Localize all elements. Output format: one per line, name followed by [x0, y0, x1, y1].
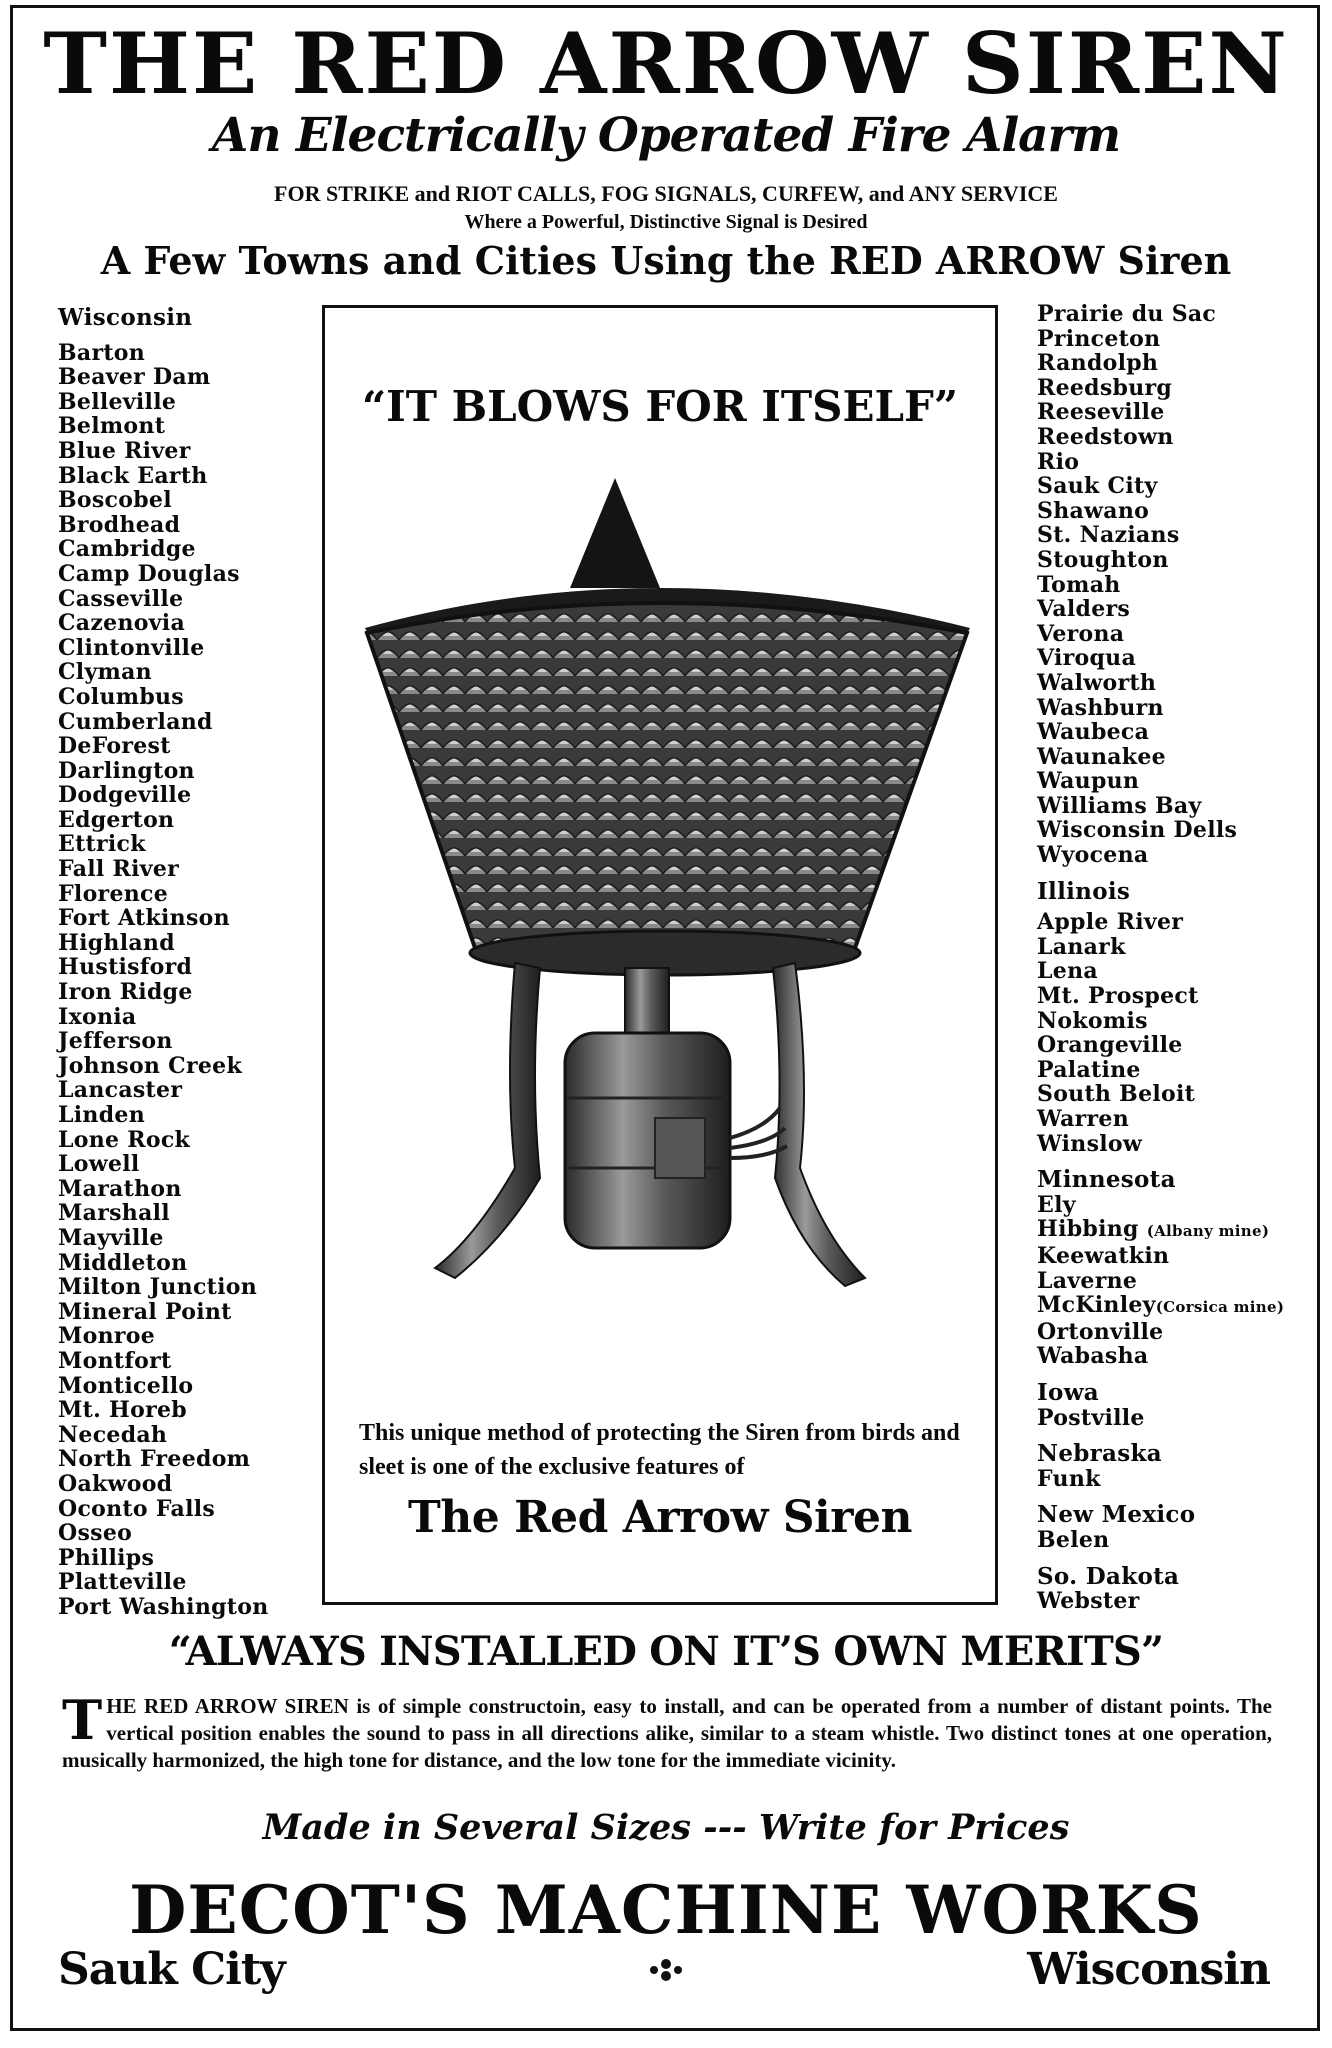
- town-reedstown: Reedstown: [1037, 423, 1174, 450]
- town-laverne: Laverne: [1037, 1267, 1138, 1294]
- town-princeton: Princeton: [1037, 325, 1161, 352]
- company-state: Wisconsin: [1027, 1944, 1270, 1995]
- town-funk: Funk: [1037, 1465, 1101, 1492]
- town-postville: Postville: [1037, 1404, 1145, 1431]
- town-beaver-dam: Beaver Dam: [58, 364, 211, 391]
- town-phillips: Phillips: [58, 1544, 155, 1571]
- town-wyocena: Wyocena: [1037, 842, 1149, 869]
- fleuron-ornament-icon: [646, 1958, 686, 1982]
- town-ixonia: Ixonia: [58, 1003, 137, 1030]
- town-deforest: DeForest: [58, 733, 171, 760]
- town-nokomis: Nokomis: [1037, 1007, 1148, 1034]
- illinois-towns: [1037, 910, 1284, 1156]
- town-palatine: Palatine: [1037, 1056, 1141, 1083]
- town-lone-rock: Lone Rock: [58, 1126, 191, 1153]
- company-name: DECOT'S MACHINE WORKS: [129, 1871, 1203, 1949]
- town-mt-prospect: Mt. Prospect: [1037, 983, 1199, 1010]
- town-brodhead: Brodhead: [58, 511, 181, 538]
- town-waupun: Waupun: [1037, 768, 1140, 795]
- panel-brand: The Red Arrow Siren: [408, 1492, 912, 1543]
- town-warren: Warren: [1037, 1106, 1130, 1132]
- town-wabasha: Wabasha: [1037, 1343, 1149, 1370]
- town-marathon: Marathon: [58, 1175, 182, 1202]
- town-walworth: Walworth: [1037, 669, 1157, 696]
- town-south-beloit: South Beloit: [1037, 1081, 1196, 1108]
- town-darlington: Darlington: [58, 757, 195, 784]
- siren-illustration: [355, 478, 975, 1358]
- town-hustisford: Hustisford: [58, 954, 193, 981]
- town-tomah: Tomah: [1037, 571, 1121, 598]
- town-st-nazians: St. Nazians: [1037, 522, 1180, 549]
- town-lanark: Lanark: [1037, 933, 1126, 960]
- ad-title: THE RED ARROW SIREN: [43, 14, 1289, 113]
- right-town-list: [1037, 302, 1284, 1614]
- town-lena: Lena: [1037, 958, 1098, 985]
- town-hibbing: [1037, 1217, 1284, 1244]
- drop-cap: T: [62, 1688, 103, 1752]
- town-viroqua: Viroqua: [1037, 645, 1137, 672]
- town-sauk-city: Sauk City: [1037, 473, 1158, 500]
- town-boscobel: Boscobel: [58, 487, 172, 514]
- town-necedah: Necedah: [58, 1421, 168, 1448]
- town-barton: Barton: [58, 339, 146, 366]
- town-hibbing-note: (Albany mine): [1146, 1222, 1270, 1241]
- town-black-earth: Black Earth: [58, 462, 208, 489]
- town-cumberland: Cumberland: [58, 708, 213, 735]
- description-paragraph: [62, 1688, 1272, 1774]
- panel-caption: This unique method of protecting the Siren from birds and sleet is one of the exclusive features of: [359, 1420, 960, 1480]
- town-osseo: Osseo: [58, 1520, 133, 1547]
- town-linden: Linden: [58, 1102, 145, 1128]
- sizes-line: Made in Several Sizes --- Write for Prices: [262, 1807, 1070, 1848]
- town-highland: Highland: [58, 929, 175, 956]
- siren-hood: [367, 603, 967, 963]
- description-text: HE RED ARROW SIREN is of simple constructoin, easy to install, and can be operated from a number of distant points. The vertical position enables the sound to pass in all directions alike, similar to a steam whistle. Two distinct tones at one operation, musically harmonized, the high tone for distance, and the low tone for the immediate vicinity.: [62, 1694, 1272, 1772]
- state-heading-iowa: Iowa: [1037, 1378, 1100, 1406]
- town-clyman: Clyman: [58, 659, 152, 686]
- town-belleville: Belleville: [58, 388, 177, 415]
- town-montfort: Montfort: [58, 1347, 172, 1374]
- town-oakwood: Oakwood: [58, 1470, 173, 1497]
- town-webster: Webster: [1037, 1588, 1140, 1615]
- town-ettrick: Ettrick: [58, 831, 146, 858]
- uses-line-2: Where a Powerful, Distinctive Signal is Desired: [464, 211, 868, 233]
- town-johnson-creek: Johnson Creek: [58, 1052, 243, 1079]
- town-lowell: Lowell: [58, 1151, 140, 1178]
- town-valders: Valders: [1037, 596, 1131, 623]
- state-heading-new-mexico: New Mexico: [1037, 1501, 1196, 1529]
- town-stoughton: Stoughton: [1037, 546, 1169, 573]
- town-port-washington: Port Washington: [58, 1593, 269, 1620]
- company-city: Sauk City: [58, 1944, 285, 1995]
- town-marshall: Marshall: [58, 1200, 170, 1227]
- town-mckinley-note: (Corsica mine): [1155, 1298, 1285, 1317]
- town-lancaster: Lancaster: [58, 1077, 183, 1104]
- town-edgerton: Edgerton: [58, 806, 175, 833]
- town-middleton: Middleton: [58, 1249, 188, 1276]
- town-columbus: Columbus: [58, 683, 184, 710]
- town-shawano: Shawano: [1037, 497, 1150, 524]
- town-belmont: Belmont: [58, 413, 166, 440]
- town-apple-river: Apple River: [1037, 909, 1184, 936]
- town-fall-river: Fall River: [58, 856, 180, 883]
- town-mt-horeb: Mt. Horeb: [58, 1397, 187, 1424]
- town-fort-atkinson: Fort Atkinson: [58, 905, 230, 932]
- town-florence: Florence: [58, 880, 169, 907]
- town-clintonville: Clintonville: [58, 634, 205, 661]
- town-monticello: Monticello: [58, 1372, 194, 1399]
- merits-heading: “ALWAYS INSTALLED ON IT’S OWN MERITS”: [168, 1628, 1164, 1675]
- siren-leg-right: [773, 963, 865, 1286]
- uses-block: [0, 180, 1332, 236]
- town-casseville: Casseville: [58, 585, 184, 612]
- town-reedsburg: Reedsburg: [1037, 374, 1173, 401]
- town-mayville: Mayville: [58, 1224, 164, 1251]
- left-town-list: [58, 306, 269, 1619]
- town-jefferson: Jefferson: [58, 1028, 173, 1055]
- town-waunakee: Waunakee: [1037, 743, 1166, 770]
- town-mineral-point: Mineral Point: [58, 1298, 232, 1325]
- wisconsin-continued: [1037, 302, 1284, 868]
- town-milton-junction: Milton Junction: [58, 1274, 258, 1301]
- state-heading-so-dakota: So. Dakota: [1037, 1562, 1180, 1590]
- town-platteville: Platteville: [58, 1569, 187, 1596]
- town-cambridge: Cambridge: [58, 536, 196, 563]
- town-monroe: Monroe: [58, 1323, 156, 1350]
- town-wisconsin-dells: Wisconsin Dells: [1037, 817, 1238, 844]
- town-north-freedom: North Freedom: [58, 1446, 251, 1473]
- town-dodgeville: Dodgeville: [58, 782, 192, 809]
- town-waubeca: Waubeca: [1037, 719, 1150, 746]
- town-washburn: Washburn: [1037, 694, 1164, 721]
- town-rio: Rio: [1037, 448, 1080, 475]
- town-belen: Belen: [1037, 1526, 1110, 1553]
- state-heading-nebraska: Nebraska: [1037, 1440, 1162, 1468]
- uses-line-1: FOR STRIKE and RIOT CALLS, FOG SIGNALS, CURFEW, and ANY SERVICE: [274, 181, 1058, 206]
- siren-cap-point: [570, 478, 660, 588]
- town-oconto-falls: Oconto Falls: [58, 1495, 216, 1522]
- state-heading-minnesota: Minnesota: [1037, 1166, 1176, 1194]
- town-winslow: Winslow: [1037, 1130, 1143, 1157]
- town-blue-river: Blue River: [58, 437, 191, 464]
- town-mckinley-name: McKinley: [1037, 1292, 1156, 1319]
- siren-shaft: [625, 968, 669, 1038]
- town-randolph: Randolph: [1037, 350, 1159, 377]
- town-ortonville: Ortonville: [1037, 1318, 1164, 1345]
- town-verona: Verona: [1037, 620, 1125, 647]
- panel-slogan: “IT BLOWS FOR ITSELF”: [361, 382, 959, 431]
- towns-heading: A Few Towns and Cities Using the RED ARROW Siren: [100, 238, 1232, 283]
- town-hibbing-name: Hibbing: [1037, 1216, 1139, 1243]
- state-heading-illinois: Illinois: [1037, 877, 1131, 905]
- town-camp-douglas: Camp Douglas: [58, 560, 240, 587]
- town-ely: Ely: [1037, 1191, 1076, 1218]
- town-keewatkin: Keewatkin: [1037, 1242, 1170, 1269]
- town-iron-ridge: Iron Ridge: [58, 979, 193, 1006]
- state-heading-wisconsin: Wisconsin: [58, 304, 193, 331]
- siren-panel: [322, 305, 998, 1605]
- town-cazenovia: Cazenovia: [58, 610, 186, 637]
- town-orangeville: Orangeville: [1037, 1032, 1183, 1059]
- ad-subtitle: An Electrically Operated Fire Alarm: [211, 108, 1121, 163]
- town-reeseville: Reeseville: [1037, 399, 1165, 426]
- town-prairie-du-sac: Prairie du Sac: [1037, 301, 1217, 327]
- siren-leg-left: [435, 963, 540, 1278]
- town-williams-bay: Williams Bay: [1037, 792, 1202, 819]
- town-mckinley: [1037, 1293, 1284, 1320]
